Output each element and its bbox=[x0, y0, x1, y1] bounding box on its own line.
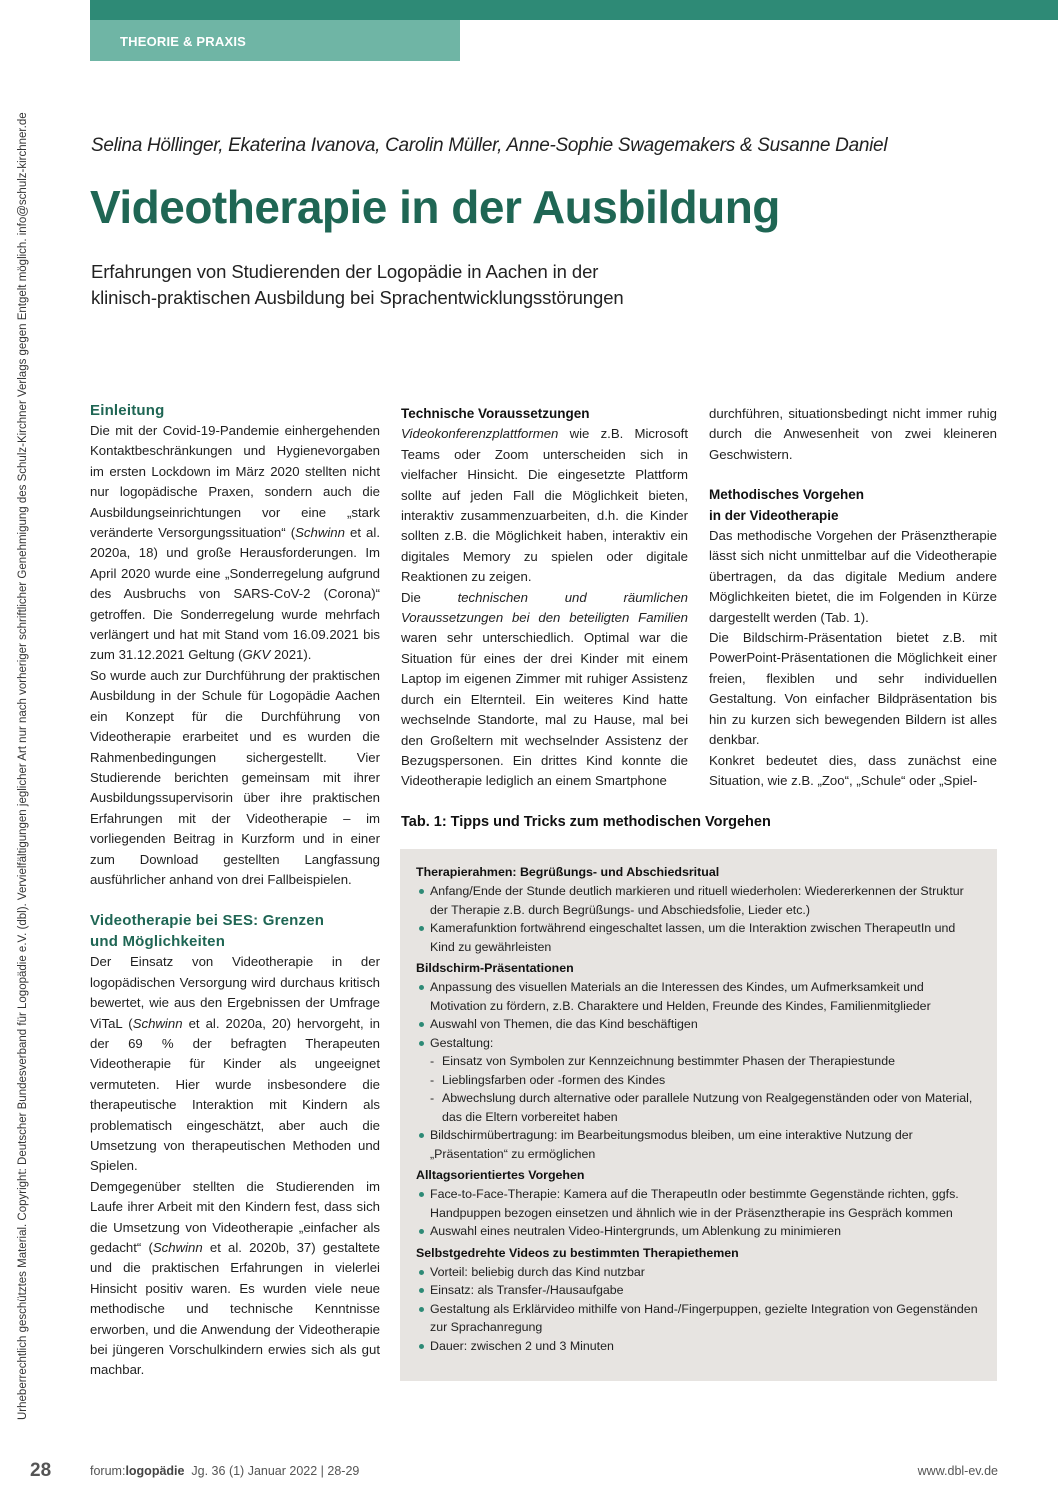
paragraph: So wurde auch zur Durchführung der praktischen Ausbildung in der Schule für Logopädie Aachen ein Konzept für die Durchführung von Videotherapie erarbeitet und es wurden die Rahmenbedingungen sichergestellt. Vier Studierende berichten gemeinsam mit ihrer Ausbildungssupervisorin über ihre praktischen Erfahrungen mit der Videotherapie – im vorliegenden Beitrag in Kurzform und in einer zum Download gestellten Langfassung ausführlicher anhand von drei Fallbeispielen. bbox=[90, 667, 380, 887]
list-item: Bildschirmübertragung: im Bearbeitungsmodus bleiben, um eine interaktive Nutzung der „Präsentation“ zu ermöglichen bbox=[416, 1126, 981, 1163]
heading-methodisches-vorgehen: Methodisches Vorgehen in der Videotherapie bbox=[709, 487, 865, 523]
paragraph: Die technischen und räumlichen Voraussetzungen bei den beteiligten Familien waren sehr unterschiedlich. Optimal war die Situation für eines der drei Kinder mit einem Laptop im eigenen Zimmer mit ruhiger Assistenz durch ein Elternteil. Ein weiteres Kind hatte wechselnde Standorte, mal zu Hause, mal bei den Großeltern mit wechselnder Assistenz der Bezugspersonen. Ein drittes Kind konnte die Videotherapie lediglich an einem Smartphone bbox=[401, 589, 688, 789]
paragraph: Die Bildschirm-Präsentation bietet z.B. mit PowerPoint-Präsentationen die Möglichkeit einer freien, flexiblen und sehr individuellen Gestaltung. Von einfacher Bildpräsentation bis hin zu kurzen sich bewegenden Bildern ist alles denkbar. bbox=[709, 630, 997, 748]
article-title: Videotherapie in der Ausbildung bbox=[90, 181, 780, 233]
section-tab bbox=[90, 20, 460, 61]
heading-technische-voraussetzungen: Technische Voraussetzungen bbox=[401, 406, 590, 421]
list-item: Auswahl eines neutralen Video-Hintergrunds, um Ablenkung zu minimieren bbox=[416, 1222, 981, 1241]
list-item: Auswahl von Themen, die das Kind beschäftigen bbox=[416, 1015, 981, 1034]
page-footer bbox=[0, 1460, 1058, 1484]
list-item: Anpassung des visuellen Materials an die Interessen des Kindes, um Aufmerksamkeit und Motivation zu fördern, z.B. Charaktere und Helden, Freunde des Kindes, Familienmitglieder bbox=[416, 978, 981, 1015]
list-item: Face-to-Face-Therapie: Kamera auf die TherapeutIn oder bestimmte Gegenstände richten, ggfs. Handpuppen bezogen einsetzen und ähnlich wie in der Präsenztherapie ins Gespräch kommen bbox=[416, 1185, 981, 1222]
paragraph: Videokonferenzplattformen wie z.B. Microsoft Teams oder Zoom unterscheiden sich in vielfacher Hinsicht. Die eingesetzte Plattform sollte auf jeden Fall die Möglichkeit bieten, interaktiv zusammenzuarbeiten, d.h. die Kinder sollten z.B. die Möglichkeit haben, interaktiv ein digitales Memory zu spielen oder digitale Reaktionen zu zeigen. bbox=[401, 426, 688, 585]
subtitle-line-2: klinisch-praktischen Ausbildung bei Sprachentwicklungsstörungen bbox=[91, 287, 624, 308]
paragraph: Das methodische Vorgehen der Präsenztherapie lässt sich nicht unmittelbar auf die Videotherapie übertragen, da das digitale Medium andere Möglichkeiten bietet, die im Folgenden in Kürze dargestellt werden (Tab. 1). bbox=[709, 528, 997, 625]
paragraph: Konkret bedeutet dies, dass zunächst eine Situation, wie z.B. „Zoo“, „Schule“ oder „Spiel- bbox=[709, 752, 997, 788]
article-subtitle bbox=[91, 259, 624, 311]
section-label: THEORIE & PRAXIS bbox=[120, 34, 246, 49]
paragraph: Der Einsatz von Videotherapie in der logopädischen Versorgung wird durchaus kritisch bewertet, wie aus den Ergebnissen der Umfrage ViTaL (Schwinn et al. 2020a, 20) hervorgeht, in der 69 % der befragten Therapeuten Videotherapie für Kinder als ungeeignet vermuteten. Hier wurde insbesondere die therapeutische Interaktion mit Kindern als problematisch eingeschätzt, aber auch die Umsetzung von therapeutischen Methoden und Spielen. bbox=[90, 954, 380, 1174]
paragraph: Demgegenüber stellten die Studierenden im Laufe ihrer Arbeit mit den Kindern fest, dass sich die Umsetzung von Videotherapie „einfacher als gedacht“ (Schwinn et al. 2020b, 37) gestaltete und die praktischen Erfahrungen in vielerlei Hinsicht positiv waren. Es wurden viele neue methodische und technische Kenntnisse erworben, und die Anwendung der Videotherapie bei jüngeren Vorschulkindern erwies sich als gut machbar. bbox=[90, 1178, 380, 1378]
paragraph: Die mit der Covid-19-Pandemie einhergehenden Kontaktbeschränkungen und Hygienevorgaben im ersten Lockdown im März 2020 stellten nicht nur logopädische Praxen, sondern auch die Ausbildungseinrichtungen vor eine „stark veränderte Versorgungssituation“ (Schwinn et al. 2020a, 18) und große Herausforderungen. Im April 2020 wurde eine „Sonderregelung aufgrund des Ausbruchs von SARS-CoV-2 (Corona)“ getroffen. Die Sonderregelung wurde mehrfach verlängert und hat mit Stand vom 16.09.2021 bis zum 31.12.2021 Geltung (GKV 2021). bbox=[90, 423, 380, 663]
top-color-bar bbox=[90, 0, 1058, 20]
website-link[interactable]: www.dbl-ev.de bbox=[917, 1464, 998, 1478]
list-item: Gestaltung: bbox=[416, 1034, 981, 1053]
column-2 bbox=[401, 404, 688, 792]
page-number: 28 bbox=[30, 1460, 52, 1481]
table-section-heading: Selbstgedrehte Videos zu bestimmten Therapiethemen bbox=[416, 1245, 739, 1260]
list-item: Einsatz: als Transfer-/Hausaufgabe bbox=[416, 1281, 981, 1300]
subtitle-line-1: Erfahrungen von Studierenden der Logopädie in Aachen in der bbox=[91, 261, 599, 282]
journal-info: forum:logopädie Jg. 36 (1) Januar 2022 | 28-29 bbox=[90, 1464, 360, 1478]
heading-einleitung: Einleitung bbox=[90, 402, 165, 419]
column-1 bbox=[90, 400, 380, 1381]
table-section-heading: Alltagsorientiertes Vorgehen bbox=[416, 1168, 585, 1182]
table-title: Tab. 1: Tipps und Tricks zum methodischen Vorgehen bbox=[401, 814, 771, 830]
heading-videotherapie-ses: Videotherapie bei SES: Grenzen und Möglichkeiten bbox=[90, 912, 325, 951]
list-item: Dauer: zwischen 2 und 3 Minuten bbox=[416, 1337, 981, 1356]
column-3 bbox=[709, 404, 997, 791]
sub-list-item: - Einsatz von Symbolen zur Kennzeichnung bestimmter Phasen der Therapiestunde bbox=[430, 1054, 895, 1068]
copyright-side-note: Urheberrechtlich geschütztes Material. Copyright: Deutscher Bundesverband für Logopädie e.V. (dbl). Vervielfältigungen jeglicher Art nur nach vorheriger schriftlicher Genehmigung des Schulz-Kirchner Verlags gegen Entgelt möglich. info@schulz-kirchner.de bbox=[17, 112, 29, 1420]
list-item: Vorteil: beliebig durch das Kind nutzbar bbox=[416, 1263, 981, 1282]
sub-list-item: - Lieblingsfarben oder -formen des Kindes bbox=[430, 1072, 666, 1087]
list-item: Kamerafunktion fortwährend eingeschaltet lassen, um die Interaktion zwischen TherapeutIn und Kind zu gewährleisten bbox=[416, 919, 981, 956]
authors: Selina Höllinger, Ekaterina Ivanova, Carolin Müller, Anne-Sophie Swagemakers & Susanne Daniel bbox=[91, 135, 888, 156]
tips-table bbox=[400, 849, 997, 1381]
sub-list-item: - Abwechslung durch alternative oder parallele Nutzung von Realgegenständen oder von Material, das die Eltern vorbereitet haben bbox=[430, 1091, 973, 1124]
list-item: Gestaltung als Erklärvideo mithilfe von Hand-/Fingerpuppen, gezielte Integration von Gegenständen zur Sprachanregung bbox=[416, 1300, 981, 1337]
paragraph: durchführen, situationsbedingt nicht immer ruhig durch die Anwesenheit von zwei kleineren Geschwistern. bbox=[709, 406, 997, 462]
list-item: Anfang/Ende der Stunde deutlich markieren und rituell wiederholen: Wiedererkennen der Struktur der Therapie z.B. durch Begrüßungs- und Abschiedsfolie, Lieder etc.) bbox=[416, 882, 981, 919]
table-section-heading: Therapierahmen: Begrüßungs- und Abschiedsritual bbox=[416, 865, 720, 879]
table-section-heading: Bildschirm-Präsentationen bbox=[416, 961, 574, 975]
